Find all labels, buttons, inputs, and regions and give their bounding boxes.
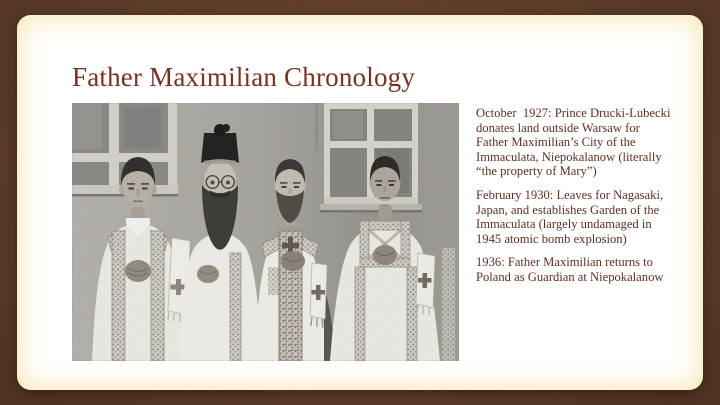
chronology-text (476, 106, 672, 294)
chronology-paragraph-3: 1936: Father Maximilian returns to Poland as Guardian at Niepokalanow (476, 255, 664, 284)
slide-card (17, 15, 703, 390)
slide-title: Father Maximilian Chronology (72, 62, 416, 92)
photo-grain (72, 103, 459, 361)
photo-illustration (72, 103, 459, 361)
chronology-paragraph-1: October 1927: Prince Drucki-Lubecki donates land outside Warsaw for Father Maximilian’s City of the Immaculata, Niepokalanow (literally “the property of Mary”) (476, 106, 674, 179)
chronology-paragraph-2: February 1930: Leaves for Nagasaki, Japan, and establishes Garden of the Immaculata (largely undamaged in 1945 atomic bomb explosion) (476, 187, 667, 246)
photo (72, 103, 459, 361)
